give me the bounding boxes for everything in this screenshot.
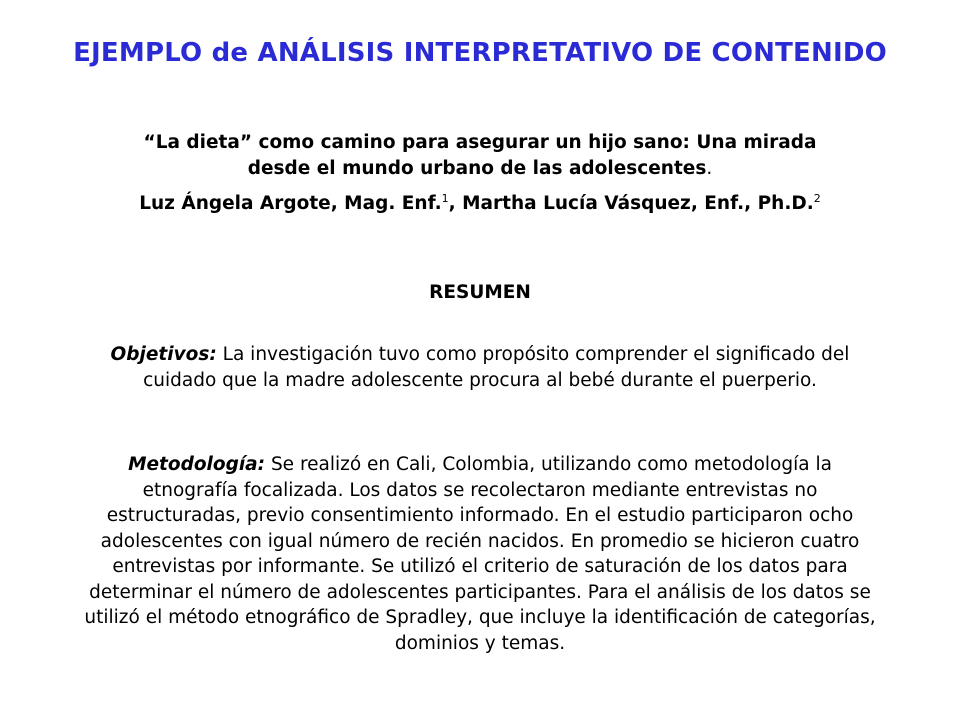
article-title-line-2	[0, 156, 960, 182]
author-separator: ,	[448, 193, 463, 214]
slide-title: EJEMPLO de ANÁLISIS INTERPRETATIVO DE CONTENIDO	[73, 38, 887, 68]
objetivos-paragraph	[80, 342, 880, 393]
article-title-line-1: “La dieta” como camino para asegurar un hijo sano: Una mirada	[143, 132, 817, 153]
article-title	[0, 130, 960, 182]
author-2: Martha Lucía Vásquez, Enf., Ph.D.	[462, 193, 814, 214]
author-2-footnote: 2	[813, 191, 821, 205]
article-title-line-2-text: desde el mundo urbano de las adolescentes	[247, 158, 707, 179]
author-1: Luz Ángela Argote, Mag. Enf.	[139, 193, 442, 214]
metodologia-paragraph	[80, 452, 880, 656]
objetivos-text: La investigación tuvo como propósito comprender el significado del cuidado que la madre adolescente procura al bebé durante el puerperio.	[143, 344, 850, 391]
objetivos-label: Objetivos:	[110, 344, 217, 365]
resumen-heading: RESUMEN	[429, 282, 531, 303]
metodologia-text: Se realizó en Cali, Colombia, utilizando como metodología la etnografía focalizada. Los datos se recolectaron mediante entrevistas no estructuradas, previo consentimiento informado. En el estudio participaron ocho adolescentes con igual número de recién nacidos. En promedio se hicieron cuatro entrevistas por informante. Se utilizó el criterio de saturación de los datos para determinar el número de adolescentes participantes. Para el análisis de los datos se utilizó el método etnográfico de Spradley, que incluye la identificación de categorías, dominios y temas.	[84, 454, 876, 654]
article-authors	[0, 190, 960, 218]
article-title-period: .	[706, 158, 713, 179]
author-1-footnote: 1	[441, 191, 449, 205]
metodologia-label: Metodología:	[128, 454, 266, 475]
